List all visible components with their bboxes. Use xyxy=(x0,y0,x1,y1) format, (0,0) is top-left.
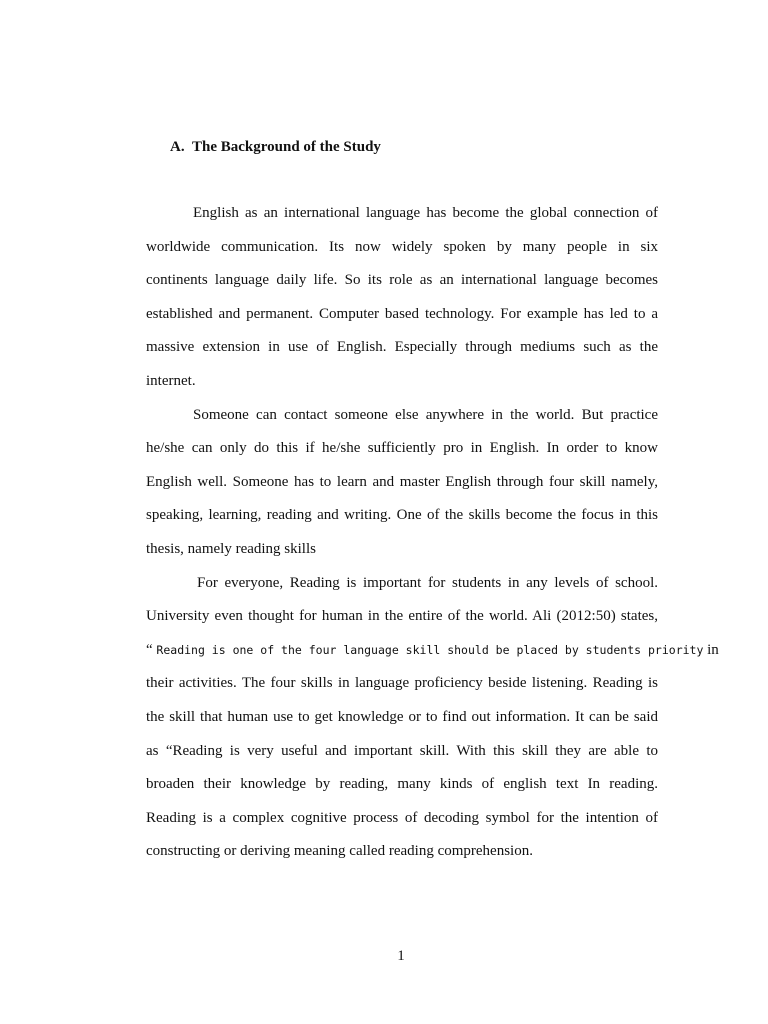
paragraph-3-line: University even thought for human in the entire of the world. Ali (2012:50) states, xyxy=(146,608,658,625)
quote-line xyxy=(146,634,719,668)
paragraph-3-line: constructing or deriving meaning called reading comprehension. xyxy=(146,843,533,860)
paragraph-2-line: English well. Someone has to learn and master English through four skill namely, xyxy=(146,473,658,490)
paragraph-1-line: internet. xyxy=(146,372,196,389)
paragraph-3-line: For everyone, Reading is important for students in any levels of school. xyxy=(197,574,658,591)
paragraph-3-line: their activities. The four skills in language proficiency beside listening. Reading is xyxy=(146,675,658,692)
section-marker: A. xyxy=(170,139,185,155)
paragraph-1-line: continents language daily life. So its role as an international language becomes xyxy=(146,272,658,289)
page-number: 1 xyxy=(397,948,405,964)
paragraph-1-line: worldwide communication. Its now widely spoken by many people in six xyxy=(146,238,658,255)
paragraph-1-line: established and permanent. Computer based technology. For example has led to a xyxy=(146,305,658,322)
quote-line-tail: in xyxy=(703,641,719,658)
section-title: The Background of the Study xyxy=(192,139,381,155)
section-heading xyxy=(170,137,381,157)
paragraph-1-line: English as an international language has become the global connection of xyxy=(193,205,658,221)
paragraph-3-line: the skill that human use to get knowledge or to find out information. It can be said xyxy=(146,708,658,725)
quoted-text: Reading is one of the four language skill should be placed by students priority xyxy=(156,642,704,657)
paragraph-2-line: thesis, namely reading skills xyxy=(146,540,316,557)
body-text xyxy=(146,197,719,869)
paragraph-3-line: broaden their knowledge by reading, many kinds of english text In reading. xyxy=(146,776,658,793)
paragraph-2-line: speaking, learning, reading and writing. One of the skills become the focus in this xyxy=(146,507,658,524)
paragraph-3-line: as “Reading is very useful and important skill. With this skill they are able to xyxy=(146,742,658,759)
quote-open-mark: “ xyxy=(146,641,157,658)
paragraph-1-line: massive extension in use of English. Especially through mediums such as the xyxy=(146,339,658,356)
paragraph-3-line: Reading is a complex cognitive process of decoding symbol for the intention of xyxy=(146,809,658,826)
paragraph-2-line: he/she can only do this if he/she sufficiently pro in English. In order to know xyxy=(146,440,658,457)
paragraph-2-line: Someone can contact someone else anywhere in the world. But practice xyxy=(193,406,658,423)
